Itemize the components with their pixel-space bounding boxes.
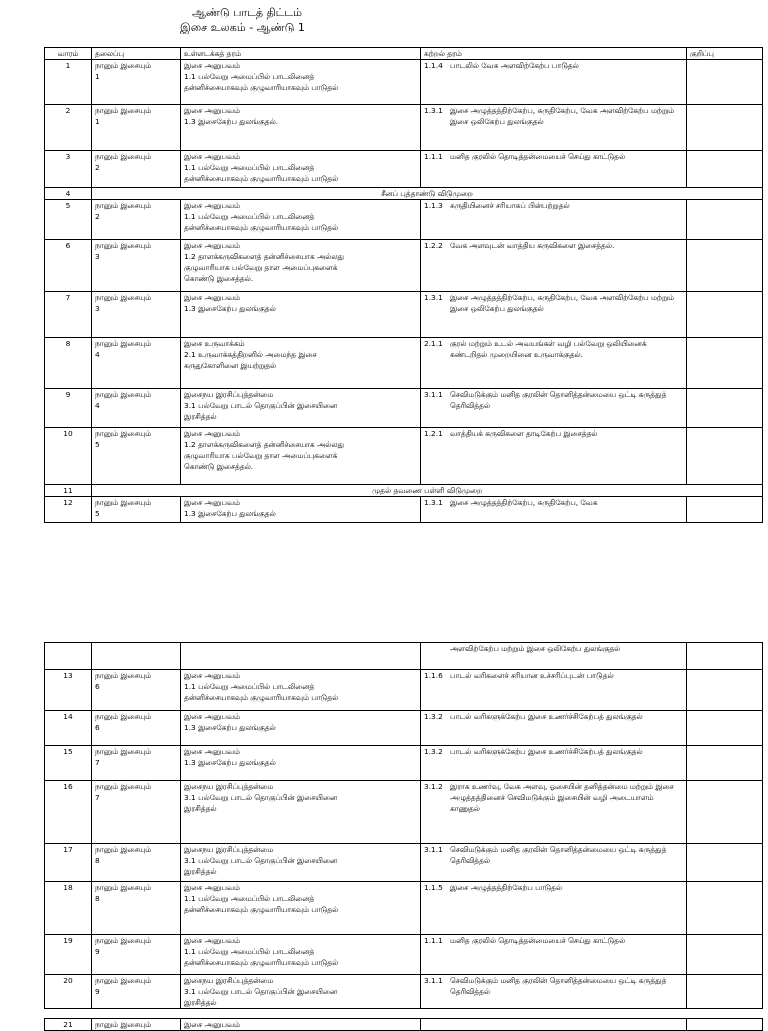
table-row — [45, 151, 763, 188]
col-content-standard-header: உள்ளடக்கத் தரம் — [181, 48, 421, 60]
learning-standard-text: பாடல் வரிகளுக்கேற்ப இசை உணர்ச்சிகேற்பத் துலங்குதல் — [450, 712, 643, 721]
learning-standard-code: 3.1.2 — [424, 782, 443, 791]
learning-standard-code — [424, 643, 450, 654]
learning-standard-code: 3.1.1 — [424, 976, 443, 985]
note-cell — [687, 292, 763, 338]
note-cell — [687, 746, 763, 781]
learning-standard-cell — [421, 711, 687, 746]
topic-cell: நானும் இசையும் 1 — [92, 105, 181, 151]
week-cell: 20 — [45, 975, 92, 1009]
cutoff-row — [44, 1018, 762, 1029]
learning-standard-code: 1.1.1 — [424, 152, 443, 161]
learning-standard-text: பாடல் வரிகளைச் சரியான உச்சரிப்புடன் பாடுதல் — [450, 671, 614, 680]
note-cell — [687, 711, 763, 746]
week-cell — [45, 643, 92, 670]
week-cell: 13 — [45, 670, 92, 711]
col-week-header: வாரம் — [45, 48, 92, 60]
content-standard-cell: இசைநய இரசிப்புத்தன்மை 3.1 பல்வேறு பாடல் தொகுப்பின் இசையினை இரசித்தல் — [181, 844, 421, 882]
learning-standard-code: 3.1.1 — [424, 845, 443, 854]
learning-standard-cell — [421, 643, 687, 670]
content-standard-cell: இசை உருவாக்கம் 2.1 உருவாக்கத்திறனில் அமைந்த இசை கருதுகோளினை இயற்றுதல் — [181, 338, 421, 389]
week-cell: 21 — [45, 1019, 92, 1031]
content-standard-cell: இசை அனுபவம் 1.1 பல்வேறு அமைப்பில் பாடலினைத் தன்னிச்சையாகவும் குழுவாரியாகவும் பாடுதல் — [181, 882, 421, 935]
learning-standard-code: 1.3.1 — [424, 498, 443, 507]
learning-standard-text: இசை அழுத்தத்திற்கேற்ப, சுருதிகேற்ப, வேக அளவிற்கேற்ப மற்றும் இசை ஒலிகேற்ப துலங்குதல் — [450, 293, 675, 313]
learning-standard-text: மனித குரலில் தொடித்தன்மையைச் செய்து காட்டுதல் — [450, 936, 626, 945]
note-cell — [687, 497, 763, 523]
table-row — [45, 105, 763, 151]
learning-standard-text: சுருதியினைச் சரியாகப் பின்பற்றுதல் — [450, 201, 570, 210]
learning-standard-cell — [421, 200, 687, 240]
table-row — [45, 746, 763, 781]
note-cell — [687, 151, 763, 188]
learning-standard-text: மனித குரலில் தொடித்தன்மையைச் செய்து காட்டுதல் — [450, 152, 626, 161]
week-cell: 6 — [45, 240, 92, 292]
learning-standard-cell — [421, 844, 687, 882]
topic-cell: நானும் இசையும் 2 — [92, 200, 181, 240]
week-cell: 19 — [45, 935, 92, 975]
week-cell: 10 — [45, 428, 92, 485]
learning-standard-cell — [421, 292, 687, 338]
week-cell: 5 — [45, 200, 92, 240]
learning-standard-text: குரல் மற்றும் உடல் அவயங்கள் வழி பல்வேறு ஒலியினைக் கண்டறிதல் முறையினை உருவாக்குதல். — [450, 339, 647, 359]
week-cell: 9 — [45, 389, 92, 428]
note-cell — [687, 389, 763, 428]
learning-standard-code: 2.1.1 — [424, 339, 443, 348]
page-subtitle: இசை உலகம் - ஆண்டு 1 — [180, 21, 305, 34]
week-cell: 1 — [45, 60, 92, 105]
learning-standard-cell — [421, 428, 687, 485]
topic-cell: நானும் இசையும் 1 — [92, 60, 181, 105]
table-header-row — [45, 48, 763, 60]
table-row — [45, 485, 763, 497]
topic-cell: நானும் இசையும் 8 — [92, 844, 181, 882]
learning-standard-text: வேக அளவுடன் வாத்திய கருவிகளை இசைத்தல். — [450, 241, 615, 250]
note-cell — [687, 60, 763, 105]
learning-standard-cell — [421, 151, 687, 188]
note-cell — [687, 882, 763, 935]
learning-standard-cell — [421, 975, 687, 1009]
topic-cell: நானும் இசையும் 5 — [92, 428, 181, 485]
learning-standard-code: 1.3.1 — [424, 293, 443, 302]
content-standard-cell: இசைநய இரசிப்புத்தன்மை 3.1 பல்வேறு பாடல் தொகுப்பின் இசையினை இரசித்தல் — [181, 781, 421, 844]
learning-standard-text: இசை அழுத்தத்திற்கேற்ப, சுருதிகேற்ப, வேக — [450, 498, 598, 507]
content-standard-cell: இசை அனுபவம் 1.3 இசைகேற்ப துலங்குதல் — [181, 746, 421, 781]
learning-standard-cell — [421, 882, 687, 935]
table-row — [45, 497, 763, 523]
topic-cell: நானும் இசையும் — [92, 1019, 181, 1031]
learning-standard-text: பாடல் வரிகளுக்கேற்ப இசை உணர்ச்சிகேற்பத் துலங்குதல் — [450, 747, 643, 756]
note-cell — [687, 428, 763, 485]
week-cell: 16 — [45, 781, 92, 844]
table-row — [45, 389, 763, 428]
table-row — [45, 240, 763, 292]
learning-standard-cell — [421, 746, 687, 781]
topic-cell: நானும் இசையும் 7 — [92, 781, 181, 844]
learning-standard-text: செவிமடுக்கும் மனித குரலின் தொனித்தன்மையை ஒட்டி கருத்துத் தெரிவித்தல் — [450, 976, 667, 996]
topic-cell: நானும் இசையும் 9 — [92, 975, 181, 1009]
topic-cell: நானும் இசையும் 5 — [92, 497, 181, 523]
learning-standard-code: 1.3.1 — [424, 106, 443, 115]
learning-standard-code: 1.1.1 — [424, 936, 443, 945]
topic-cell: நானும் இசையும் 2 — [92, 151, 181, 188]
week-cell: 4 — [45, 188, 92, 200]
topic-cell: நானும் இசையும் 7 — [92, 746, 181, 781]
topic-cell: நானும் இசையும் 3 — [92, 292, 181, 338]
content-standard-cell: இசைநய இரசிப்புத்தன்மை 3.1 பல்வேறு பாடல் தொகுப்பின் இசையினை இரசித்தல் — [181, 975, 421, 1009]
learning-standard-code: 1.1.3 — [424, 201, 443, 210]
topic-cell: நானும் இசையும் 4 — [92, 338, 181, 389]
note-cell — [687, 105, 763, 151]
content-standard-cell: இசை அனுபவம் 1.1 பல்வேறு அமைப்பில் பாடலினைத் தன்னிச்சையாகவும் குழுவாரியாகவும் பாடுதல் — [181, 60, 421, 105]
content-standard-cell: இசை அனுபவம் 1.2 தாளக்கருவிகளைத் தன்னிச்சையாக அல்லது குழுவாரியாக பல்வேறு தாள அமைப்புகளைக் கொண்டு இசைத்தல். — [181, 240, 421, 292]
topic-cell: நானும் இசையும் 4 — [92, 389, 181, 428]
topic-cell: நானும் இசையும் 9 — [92, 935, 181, 975]
holiday-cell: முதல் தவணை பள்ளி விடுமுறை — [92, 485, 763, 497]
table-row — [45, 975, 763, 1009]
col-topic-header: தலைப்பு — [92, 48, 181, 60]
note-cell — [687, 844, 763, 882]
lesson-plan-table-page-1 — [44, 47, 763, 523]
table-row — [45, 844, 763, 882]
table-row — [45, 292, 763, 338]
learning-standard-text: அளவிற்கேற்ப மற்றும் இசை ஒலிகேற்ப துலங்குதல் — [450, 644, 621, 653]
page-title: ஆண்டு பாடத் திட்டம் — [192, 6, 302, 19]
table-row — [45, 428, 763, 485]
note-cell — [687, 781, 763, 844]
table-row — [45, 200, 763, 240]
learning-standard-cell — [421, 240, 687, 292]
topic-cell: நானும் இசையும் 3 — [92, 240, 181, 292]
learning-standard-cell — [421, 389, 687, 428]
col-learning-standard-header: கற்றல் தரம் — [421, 48, 687, 60]
lesson-plan-table-page-2 — [44, 642, 763, 1009]
learning-standard-text: செவிமடுக்கும் மனித குரலின் தொனித்தன்மையை ஒட்டி கருத்துத் தெரிவித்தல் — [450, 390, 667, 410]
table-row — [45, 935, 763, 975]
week-cell: 14 — [45, 711, 92, 746]
learning-standard-code: 1.1.6 — [424, 671, 443, 680]
note-cell — [687, 643, 763, 670]
note-cell — [687, 338, 763, 389]
learning-standard-text: செவிமடுக்கும் மனித குரலின் தொனித்தன்மையை ஒட்டி கருத்துத் தெரிவித்தல் — [450, 845, 667, 865]
table-row — [45, 670, 763, 711]
content-standard-cell: இசை அனுபவம் 1.3 இசைகேற்ப துலங்குதல் — [181, 292, 421, 338]
topic-cell: நானும் இசையும் 6 — [92, 711, 181, 746]
table-row — [45, 781, 763, 844]
learning-standard-text: பாடலில் வேக அளவிற்கேற்ப பாடுதல் — [450, 61, 579, 70]
content-standard-cell: இசை அனுபவம் 1.3 இசைகேற்ப துலங்குதல் — [181, 497, 421, 523]
table-row — [45, 188, 763, 200]
week-cell: 15 — [45, 746, 92, 781]
table-row — [45, 338, 763, 389]
note-cell — [687, 670, 763, 711]
learning-standard-code: 1.1.5 — [424, 883, 443, 892]
content-standard-cell: இசை அனுபவம் 1.3 இசைகேற்ப துலங்குதல். — [181, 105, 421, 151]
topic-cell: நானும் இசையும் 8 — [92, 882, 181, 935]
note-cell — [687, 975, 763, 1009]
table-row — [45, 711, 763, 746]
content-standard-cell: இசை அனுபவம் 1.2 தாளக்கருவிகளைத் தன்னிச்சையாக அல்லது குழுவாரியாக பல்வேறு தாள அமைப்புகளைக் கொண்டு இசைத்தல். — [181, 428, 421, 485]
learning-standard-code: 1.3.2 — [424, 747, 443, 756]
learning-standard-cell — [421, 670, 687, 711]
content-standard-cell — [181, 643, 421, 670]
learning-standard-cell — [421, 338, 687, 389]
learning-standard-code: 1.2.1 — [424, 429, 443, 438]
week-cell: 8 — [45, 338, 92, 389]
week-cell: 2 — [45, 105, 92, 151]
learning-standard-code: 1.3.2 — [424, 712, 443, 721]
learning-standard-cell — [421, 60, 687, 105]
learning-standard-cell — [421, 935, 687, 975]
content-standard-cell: இசை அனுபவம் 1.1 பல்வேறு அமைப்பில் பாடலினைத் தன்னிச்சையாகவும் குழுவாரியாகவும் பாடுதல் — [181, 200, 421, 240]
week-cell: 17 — [45, 844, 92, 882]
content-standard-cell: இசை அனுபவம் 1.1 பல்வேறு அமைப்பில் பாடலினைத் தன்னிச்சையாகவும் குழுவாரியாகவும் பாடுதல் — [181, 670, 421, 711]
col-note-header: குறிப்பு — [687, 48, 763, 60]
content-standard-cell: இசை அனுபவம் 1.3 இசைகேற்ப துலங்குதல் — [181, 711, 421, 746]
learning-standard-code: 3.1.1 — [424, 390, 443, 399]
table-row — [45, 60, 763, 105]
week-cell: 3 — [45, 151, 92, 188]
learning-standard-cell — [421, 497, 687, 523]
week-cell: 7 — [45, 292, 92, 338]
learning-standard-text: இசை அழுத்தத்திற்கேற்ப, சுருதிகேற்ப, வேக அளவிற்கேற்ப மற்றும் இசை ஒலிகேற்ப துலங்குதல் — [450, 106, 675, 126]
learning-standard-code: 1.1.4 — [424, 61, 443, 70]
learning-standard-text: இசை அழுத்தத்திற்கேற்ப பாடுதல் — [450, 883, 563, 892]
learning-standard-cell — [421, 781, 687, 844]
note-cell — [687, 200, 763, 240]
learning-standard-cell — [421, 105, 687, 151]
week-cell: 11 — [45, 485, 92, 497]
table-row — [45, 643, 763, 670]
content-standard-cell: இசை அனுபவம் 1.1 பல்வேறு அமைப்பில் பாடலினைத் தன்னிச்சையாகவும் குழுவாரியாகவும் பாடுதல் — [181, 935, 421, 975]
holiday-cell: சீனப் புத்தாண்டு விடுமுறை — [92, 188, 763, 200]
week-cell: 18 — [45, 882, 92, 935]
content-standard-cell: இசைநய இரசிப்புத்தன்மை 3.1 பல்வேறு பாடல் தொகுப்பின் இசையினை இரசித்தல் — [181, 389, 421, 428]
learning-standard-text: இராக உணர்வு, வேக அளவு, ஓசையின் தனித்தன்மை மற்றும் இசை அழுத்தத்தினைச் செவிமடுக்கும் இசையின் வழி அடையாளம் காணுதல் — [450, 782, 674, 813]
topic-cell: நானும் இசையும் 6 — [92, 670, 181, 711]
note-cell — [687, 240, 763, 292]
topic-cell — [92, 643, 181, 670]
table-row — [45, 882, 763, 935]
content-standard-cell: இசை அனுபவம் — [181, 1019, 421, 1031]
content-standard-cell: இசை அனுபவம் 1.1 பல்வேறு அமைப்பில் பாடலினைத் தன்னிச்சையாகவும் குழுவாரியாகவும் பாடுதல் — [181, 151, 421, 188]
note-cell — [687, 935, 763, 975]
learning-standard-text: வாத்தியக் கருவிகளை தாடிகேற்ப இசைத்தல் — [450, 429, 598, 438]
week-cell: 12 — [45, 497, 92, 523]
learning-standard-code: 1.2.2 — [424, 241, 443, 250]
